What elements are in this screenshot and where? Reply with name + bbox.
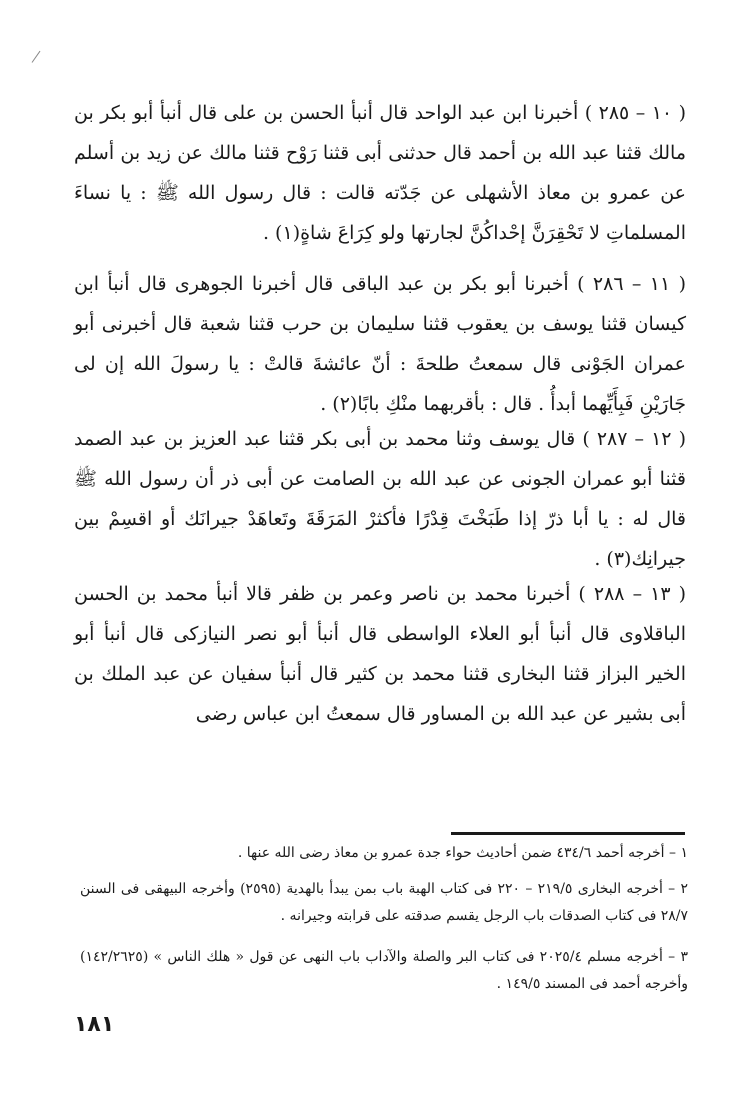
hadith-text: أخبرنا أبو بكر بن عبد الباقى قال أخبرنا الجوهرى قال أنبأ ابن كيسان قثنا يوسف بن يعقوب قثنا سليمان بن حرب قثنا شعبة قال أخبرنى أبو عمران الجَوْنى قال سمعتُ طلحةَ : أنّ عائشةَ قالتْ : يا رسولَ الله إن لى جَارَيْنِ فَبِأَيِّهما أبدأُ . قال : بأقربهما منْكِ بابًا(٢) . — [74, 273, 686, 415]
hadith-text: أخبرنا ابن عبد الواحد قال أنبأ الحسن بن على قال أنبأ أبو بكر بن مالك قثنا عبد الله بن أحمد قال حدثنى أبى قثنا رَوْح قثنا مالك عن زيد بن أسلم عن عمرو بن معاذ الأشهلى عن جَدّته قالت : قال رسول الله ﷺ : يا نساءَ المسلماتِ لا تَحْقِرَنَّ إحْداكُنَّ لجارتها ولو كِرَاعَ شاةٍ(١) . — [74, 102, 686, 244]
footnote-text: ١ – أخرجه أحمد ٤٣٤/٦ ضمن أحاديث حواء جدة عمرو بن معاذ رضى الله عنها . — [237, 845, 688, 861]
hadith-paragraph — [74, 419, 686, 579]
footnote-text: ٢ – أخرجه البخارى ٢١٩/٥ – ٢٢٠ فى كتاب الهبة باب بمن يبدأ بالهدية (٢٥٩٥) وأخرجه البيهقى فى السنن ٢٨/٧ فى كتاب الصدقات باب الرجل يقسم صدقته على قرابته وجيرانه . — [80, 881, 688, 924]
hadith-text: أخبرنا محمد بن ناصر وعمر بن ظفر قالا أنبأ محمد بن الحسن الباقلاوى قال أنبأ أبو العلاء الواسطى قال أنبأ أبو نصر النيازكى قال أنبأ أبو الخير البزاز قثنا البخارى قثنا محمد بن كثير قال أنبأ سفيان عن عبد الملك بن أبى بشير عن عبد الله بن المساور قال سمعتُ ابن عباس رضى — [74, 583, 686, 725]
pencil-mark — [32, 51, 41, 63]
hadith-number: ( ١٢ – ٢٨٧ ) — [582, 428, 687, 450]
footnote — [80, 876, 688, 930]
footnote — [80, 840, 688, 867]
hadith-paragraph — [74, 93, 686, 253]
footnote-divider — [451, 832, 685, 835]
hadith-number: ( ١٠ – ٢٨٥ ) — [584, 102, 686, 124]
footnote-text: ٣ – أخرجه مسلم ٢٠٢٥/٤ فى كتاب البر والصلة والآداب باب النهى عن قول « هلك الناس » (١٤٢/٢٦٢٥) وأخرجه أحمد فى المسند ١٤٩/٥ . — [80, 949, 688, 992]
hadith-paragraph — [74, 574, 686, 734]
hadith-paragraph — [74, 264, 686, 424]
hadith-number: ( ١٣ – ٢٨٨ ) — [578, 583, 687, 605]
hadith-number: ( ١١ – ٢٨٦ ) — [577, 273, 687, 295]
hadith-text: قال يوسف وثنا محمد بن أبى بكر قثنا عبد العزيز بن عبد الصمد قثنا أبو عمران الجونى عن عبد الله بن الصامت عن أبى ذر أن رسول الله ﷺ قال له : يا أبا ذرّ إذا طَبَخْتَ قِدْرًا فأكثرْ المَرَقَةَ وتَعاهَدْ جيرانَك أو اقسِمْ بين جيرانِك(٣) . — [74, 428, 686, 570]
footnote — [80, 944, 688, 998]
page-number: ١٨١ — [74, 1012, 115, 1037]
